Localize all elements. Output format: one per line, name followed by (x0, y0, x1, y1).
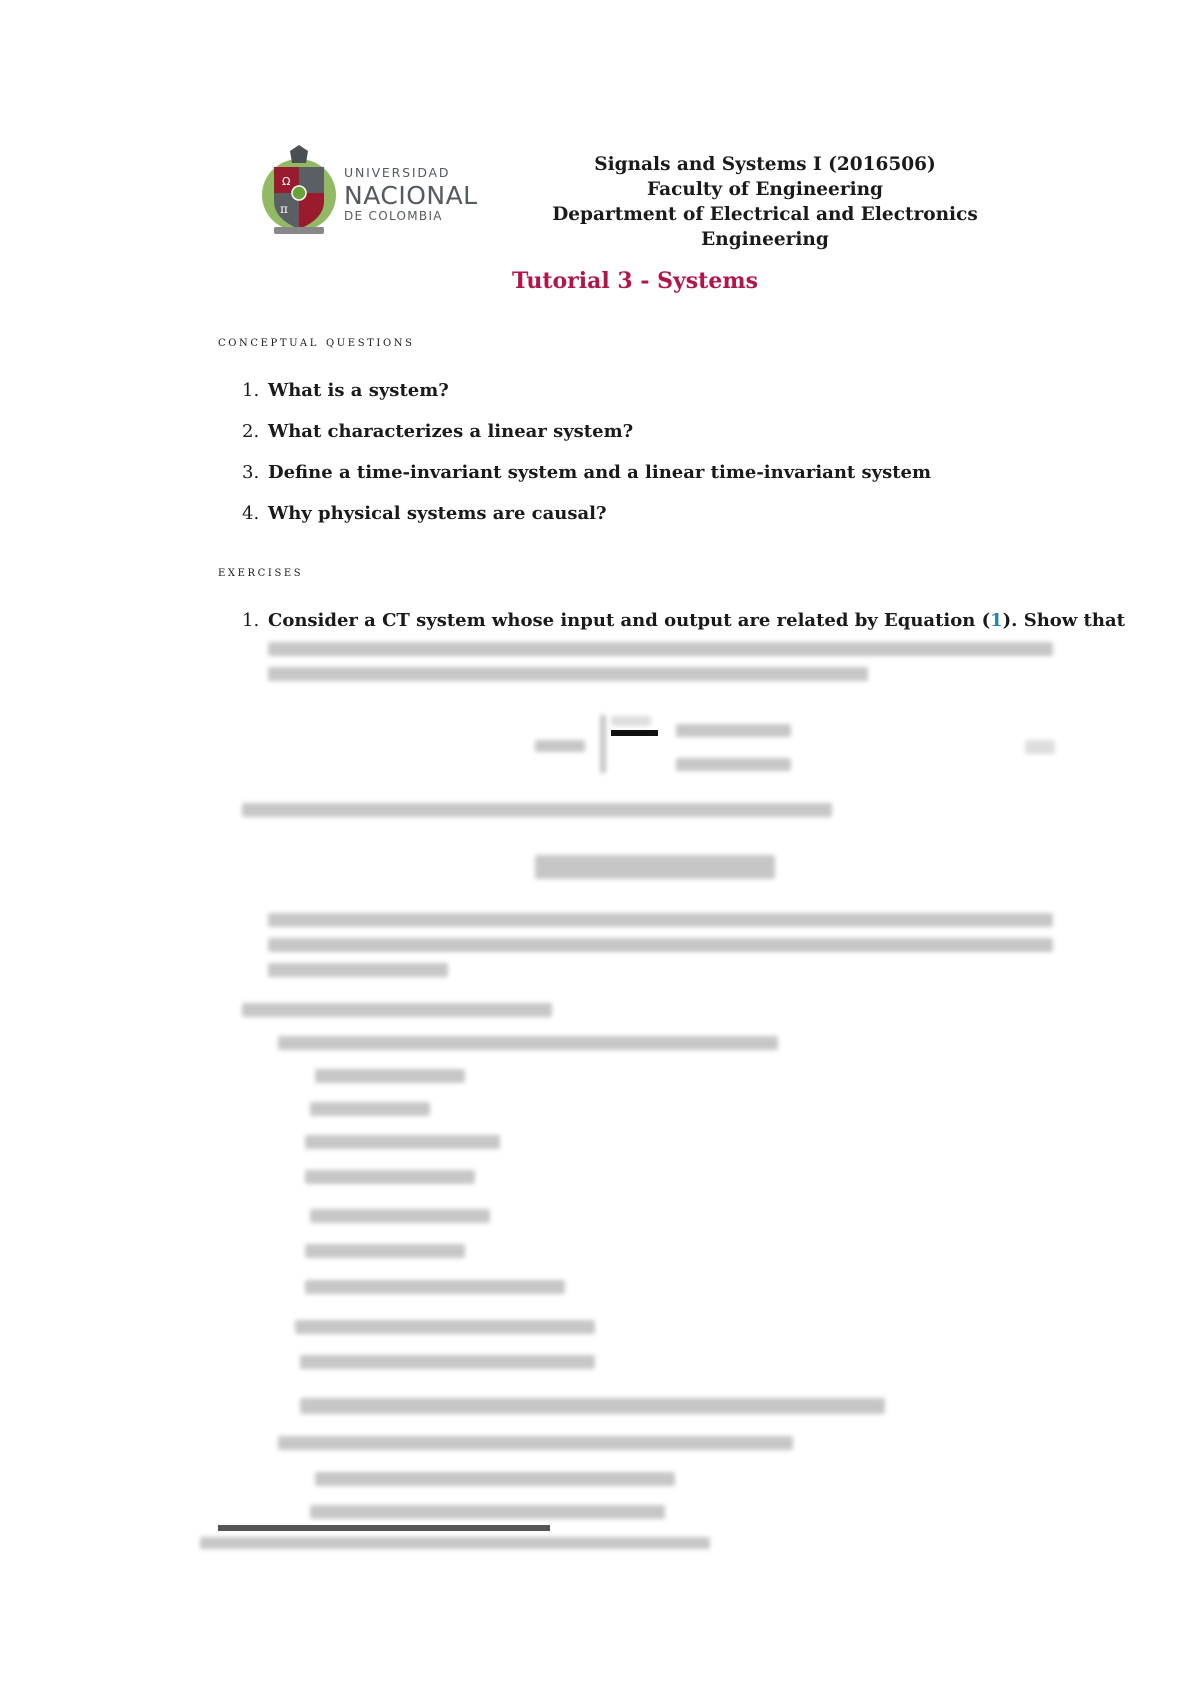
equation-reference-link[interactable]: 1 (990, 610, 1003, 631)
question-number: 3. (242, 462, 260, 483)
question-item (242, 380, 449, 401)
crest-icon (260, 145, 338, 235)
logo-line-2: NACIONAL (344, 180, 478, 210)
question-number: 1. (242, 380, 260, 401)
exercise-text-end: ). Show that (1002, 610, 1125, 631)
question-text: What is a system? (268, 380, 449, 401)
svg-text:π: π (280, 202, 288, 216)
question-item (242, 462, 931, 483)
course-name: Signals and Systems I (2016506) (594, 154, 936, 175)
svg-text:Ω: Ω (282, 175, 291, 188)
exercise-number: 1. (242, 610, 260, 631)
section-heading-exercises: exercises (218, 564, 304, 580)
question-text: Why physical systems are causal? (268, 503, 607, 524)
question-item (242, 503, 607, 524)
section-heading-conceptual: conceptual questions (218, 334, 415, 350)
logo-line-1: UNIVERSIDAD (344, 165, 451, 180)
question-text: Define a time-invariant system and a linear time-invariant system (268, 462, 932, 483)
university-logo (260, 145, 478, 235)
faculty-name: Faculty of Engineering (647, 179, 883, 200)
page-title: Tutorial 3 - Systems (511, 268, 759, 294)
document-header (500, 152, 1030, 252)
question-text: What characterizes a linear system? (268, 421, 634, 442)
exercise-text: Consider a CT system whose input and output are related by Equation ( (268, 610, 991, 631)
question-number: 4. (242, 503, 260, 524)
question-item (242, 421, 633, 442)
logo-line-3: DE COLOMBIA (344, 208, 443, 223)
department-name: Department of Electrical and Electronics Engineering (552, 204, 978, 250)
exercise-item (242, 610, 1125, 631)
question-number: 2. (242, 421, 260, 442)
